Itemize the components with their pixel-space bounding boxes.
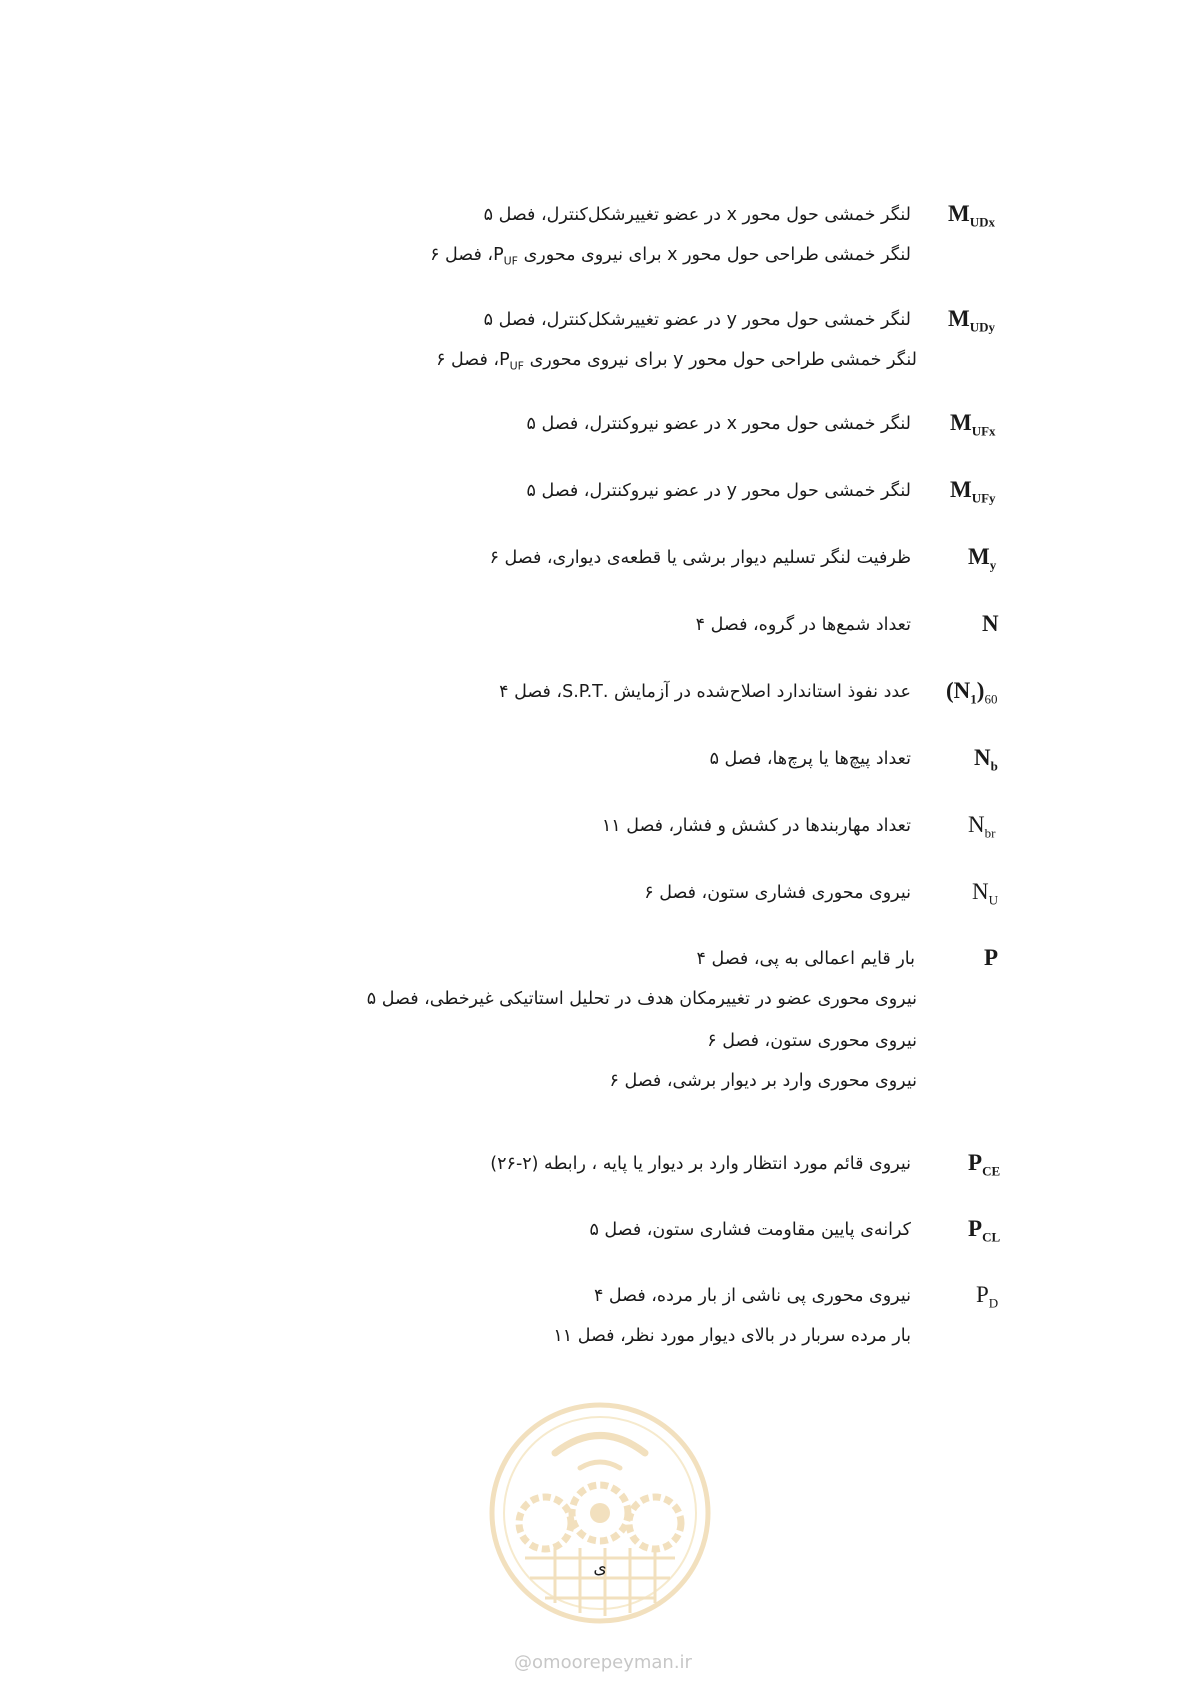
symbol-mudy: $M_{UDy}$ [948,306,995,335]
definition-line: لنگر خمشی حول محور x در عضو نیروکنترل، فصل ۵ [526,414,911,434]
definition-line: نیروی محوری فشاری ستون، فصل ۶ [644,883,911,903]
definition-line: لنگر خمشی حول محور y در عضو تغییرشکل‌کنترل، فصل ۵ [483,310,911,330]
definition-line: بار قایم اعمالی به پی، فصل ۴ [696,949,915,969]
definition-line: بار مرده سربار در بالای دیوار مورد نظر، فصل ۱۱ [553,1326,911,1346]
symbol-mudx: $M_{UDx}$ [948,201,995,230]
at-icon: @ [514,1652,533,1673]
definition-line: لنگر خمشی حول محور x در عضو تغییرشکل‌کنترل، فصل ۵ [483,205,911,225]
symbol-nu: $N_U$ [972,879,999,908]
definition-line: نیروی قائم مورد انتظار وارد بر دیوار یا پایه ، رابطه (۲-۲۶) [490,1154,911,1174]
definition-line: تعداد مهاربندها در کشش و فشار، فصل ۱۱ [601,816,911,836]
watermark-url: @omoorepeyman.ir [514,1652,692,1673]
definition-line: کرانه‌ی پایین مقاومت فشاری ستون، فصل ۵ [589,1220,911,1240]
symbol-mufy: $M_{UFy}$ [950,477,996,506]
page-number: ی [593,1558,607,1578]
definition-line: عدد نفوذ استاندارد اصلاح‌شده در آزمایش .S.P.T، فصل ۴ [499,682,911,702]
definition-line: لنگر خمشی طراحی حول محور y برای نیروی محوری $P_{UF}،$ فصل ۶ [436,350,917,373]
symbol-pcl: $P_{CL}$ [968,1216,1001,1245]
definition-line: لنگر خمشی حول محور y در عضو نیروکنترل، فصل ۵ [526,481,911,501]
definition-line: نیروی محوری پی ناشی از بار مرده، فصل ۴ [593,1286,911,1306]
definition-line: نیروی محوری عضو در تغییرمکان هدف در تحلیل استاتیکی غیرخطی، فصل ۵ [366,989,917,1009]
definition-line: تعداد پیچ‌ها یا پرچ‌ها، فصل ۵ [709,749,911,769]
symbol-p: P [984,945,999,970]
definition-line: نیروی محوری وارد بر دیوار برشی، فصل ۶ [609,1071,917,1091]
watermark-seal-logo [485,1398,715,1628]
definition-line: لنگر خمشی طراحی حول محور x برای نیروی محوری $P_{UF}،$ فصل ۶ [430,245,911,268]
symbol-n: N [982,611,999,636]
symbol-pd: $P_D$ [976,1282,999,1311]
definition-line: نیروی محوری ستون، فصل ۶ [707,1031,917,1051]
symbol-pce: $P_{CE}$ [968,1150,1001,1179]
definition-line: ظرفیت لنگر تسلیم دیوار برشی یا قطعه‌ی دیواری، فصل ۶ [489,548,911,568]
definition-line: تعداد شمع‌ها در گروه، فصل ۴ [695,615,911,635]
symbol-my: $M_y$ [968,544,997,573]
symbol-nbr: $N_{br}$ [968,812,996,841]
symbol-mufx: $M_{UFx}$ [950,410,996,439]
symbol-nb: $N_b$ [974,745,998,774]
symbol-n160: $(N_1)_{60}$ [946,678,998,707]
